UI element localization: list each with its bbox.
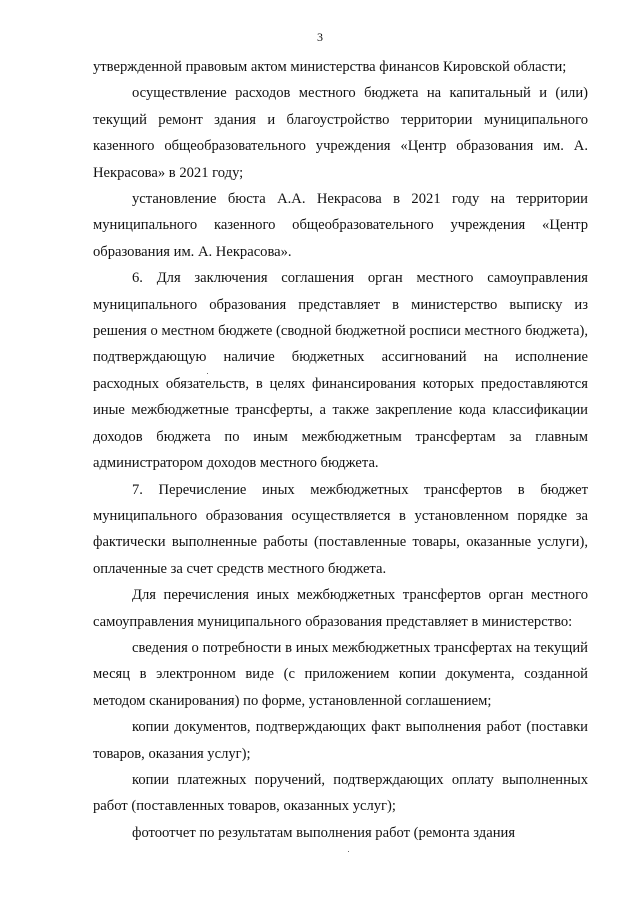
paragraph: 7. Перечисление иных межбюджетных трансфертов в бюджет муниципального образования осуществляется в установленном порядке за фактически выполненные работы (поставленные товары, оказанные услуги), оплаченные за счет средств местного бюджета. <box>93 481 588 577</box>
paragraph: сведения о потребности в иных межбюджетных трансфертах на текущий месяц в электронном виде (с приложением копии документа, созданной методом сканирования) по форме, установленной соглашением; <box>93 639 588 709</box>
scan-speck <box>348 851 349 852</box>
paragraph: установление бюста А.А. Некрасова в 2021 году на территории муниципального казенного общеобразовательного учреждения «Центр образования им. А. Некрасова». <box>93 191 588 260</box>
paragraph: копии документов, подтверждающих факт выполнения работ (поставки товаров, оказания услуг); <box>93 719 588 762</box>
paragraph: осуществление расходов местного бюджета на капитальный и (или) текущий ремонт здания и благоустройство территории муниципального казенного общеобразовательного учреждения «Центр образования им. А. Некрасова» в 2021 году; <box>93 85 588 181</box>
paragraph: копии платежных поручений, подтверждающих оплату выполненных работ (поставленных товаров, оказанных услуг); <box>93 771 588 815</box>
document-body <box>93 54 588 846</box>
page-number: 3 <box>317 30 323 44</box>
paragraph: 6. Для заключения соглашения орган местного самоуправления муниципального образования представляет в министерство выписку из решения о местном бюджете (сводной бюджетной росписи местного бюджета), подтверждающую наличие бюджетных ассигнований на исполнение расходных обязательств, в целях финансирования которых предоставляются иные межбюджетные трансферты, а также закрепление кода классификации доходов бюджета по иным межбюджетным трансфертам за главным администратором доходов местного бюджета. <box>93 270 588 472</box>
scan-speck <box>207 373 208 374</box>
paragraph: Для перечисления иных межбюджетных трансфертов орган местного самоуправления муниципального образования представляет в министерство: <box>93 587 588 630</box>
paragraph: утвержденной правовым актом министерства финансов Кировской области; <box>93 59 567 75</box>
paragraph: фотоотчет по результатам выполнения работ (ремонта здания <box>132 824 516 841</box>
